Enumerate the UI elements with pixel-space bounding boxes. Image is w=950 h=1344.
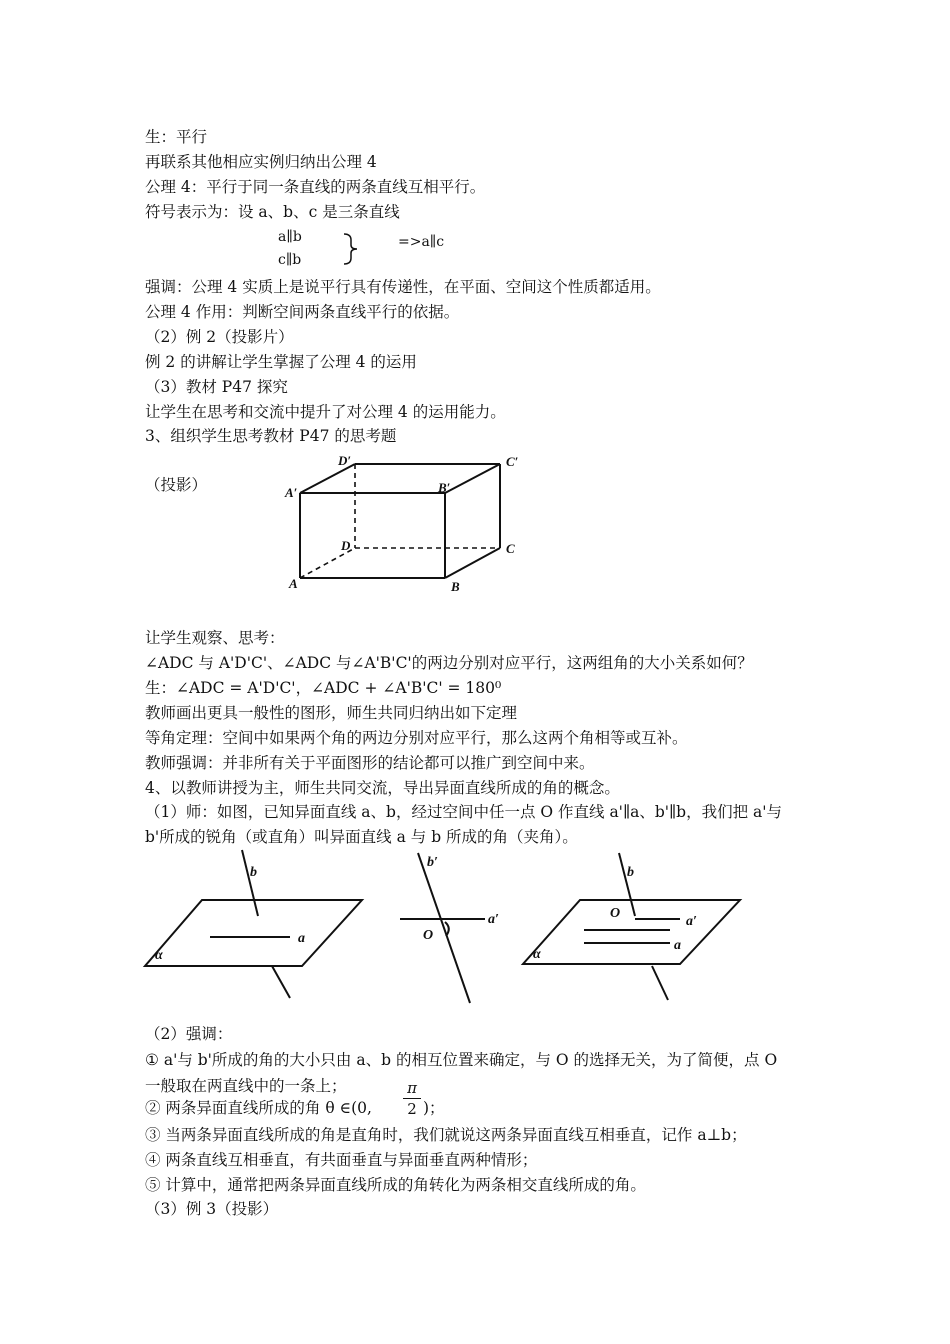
cube-label-b-prime: B′ [438, 480, 451, 495]
text-line: 生：∠ADC = A'D'C'，∠ADC + ∠A'B'C' = 180⁰ [145, 679, 502, 697]
text-line: 等角定理：空间中如果两个角的两边分别对应平行，那么这两个角相等或互补。 [145, 729, 688, 747]
text-line: 例 2 的讲解让学生掌握了公理 4 的运用 [145, 353, 417, 371]
cube-figure [280, 448, 540, 598]
cube-label-b: B [451, 579, 460, 594]
text-line: 符号表示为：设 a、b、c 是三条直线 [145, 203, 400, 221]
text-line: ② 两条异面直线所成的角 θ ∈(0, [145, 1099, 372, 1117]
text-line: 再联系其他相应实例归纳出公理 4 [145, 153, 377, 171]
cube-label-d: D [341, 538, 351, 553]
text-line: 4、以教师讲授为主，师生共同交流，导出异面直线所成的角的概念。 [145, 779, 620, 797]
plane-label-alpha: α [533, 947, 541, 962]
cube-label-c-prime: C′ [506, 454, 519, 469]
text-line: )； [423, 1099, 445, 1117]
text-line: （3）例 3（投影） [145, 1200, 279, 1218]
line-label-a-prime: a′ [686, 914, 697, 929]
text-line: 生：平行 [145, 128, 208, 146]
text-line: 一般取在两直线中的一条上； [145, 1077, 347, 1095]
cube-label-c: C [506, 541, 515, 556]
line-label-b: b [250, 865, 257, 880]
fraction-denominator: 2 [407, 1100, 417, 1118]
text-line: ① a'与 b'所成的角的大小只由 a、b 的相互位置来确定，与 O 的选择无关，为了简便，点 O [145, 1051, 778, 1069]
text-line: （2）强调： [145, 1025, 233, 1043]
text-line: 公理 4 作用：判断空间两条直线平行的依据。 [145, 303, 460, 321]
plane-label-alpha: α [155, 948, 163, 963]
text-line: 教师强调：并非所有关于平面图形的结论都可以推广到空间中来。 [145, 754, 595, 772]
text-line: ③ 当两条异面直线所成的角是直角时，我们就说这两条异面直线互相垂直，记作 a⊥b； [145, 1126, 747, 1144]
text-line: 教师画出更具一般性的图形，师生共同归纳出如下定理 [145, 704, 518, 722]
line-label-a: a [674, 938, 681, 953]
right-brace-icon [340, 232, 364, 266]
text-line: 3、组织学生思考教材 P47 的思考题 [145, 427, 397, 445]
line-label-b: b [627, 865, 634, 880]
cube-label-a-prime: A′ [285, 485, 298, 500]
text-line: （2）例 2（投影片） [145, 328, 294, 346]
text-line: ∠ADC 与 A'D'C'、∠ADC 与∠A'B'C'的两边分别对应平行，这两组角的大小关系如何？ [145, 654, 753, 672]
text-line: b'所成的锐角（或直角）叫异面直线 a 与 b 所成的角（夹角）。 [145, 828, 578, 846]
cube-label-a: A [289, 576, 298, 591]
line-label-a: a [298, 931, 305, 946]
premise-a-parallel-b: a∥b [278, 229, 302, 245]
text-line: （3）教材 P47 探究 [145, 378, 288, 396]
line-label-b-prime: b′ [427, 855, 438, 870]
fraction-numerator: π [407, 1079, 417, 1097]
text-line: 让学生观察、思考： [145, 629, 285, 647]
text-line: ④ 两条直线互相垂直，有共面垂直与异面垂直两种情形； [145, 1151, 538, 1169]
skew-lines-figure [140, 848, 820, 1008]
cube-label-d-prime: D′ [338, 453, 352, 468]
point-label-o: O [423, 928, 434, 943]
text-line: 强调：公理 4 实质上是说平行具有传递性，在平面、空间这个性质都适用。 [145, 278, 661, 296]
fraction-bar [403, 1098, 421, 1099]
point-label-o: O [610, 906, 621, 921]
text-line: 让学生在思考和交流中提升了对公理 4 的运用能力。 [145, 403, 506, 421]
conclusion-a-parallel-c: =>a∥c [398, 234, 445, 250]
text-line: （投影） [145, 476, 208, 494]
pi-over-two-fraction [403, 1079, 421, 1118]
premise-c-parallel-b: c∥b [278, 252, 302, 268]
text-line: 公理 4：平行于同一条直线的两条直线互相平行。 [145, 178, 486, 196]
line-label-a-prime: a′ [488, 912, 499, 927]
text-line: ⑤ 计算中，通常把两条异面直线所成的角转化为两条相交直线所成的角。 [145, 1176, 646, 1194]
text-line: （1）师：如图，已知异面直线 a、b，经过空间中任一点 O 作直线 a'∥a、b'∥b，我们把 a'与 [145, 803, 783, 821]
